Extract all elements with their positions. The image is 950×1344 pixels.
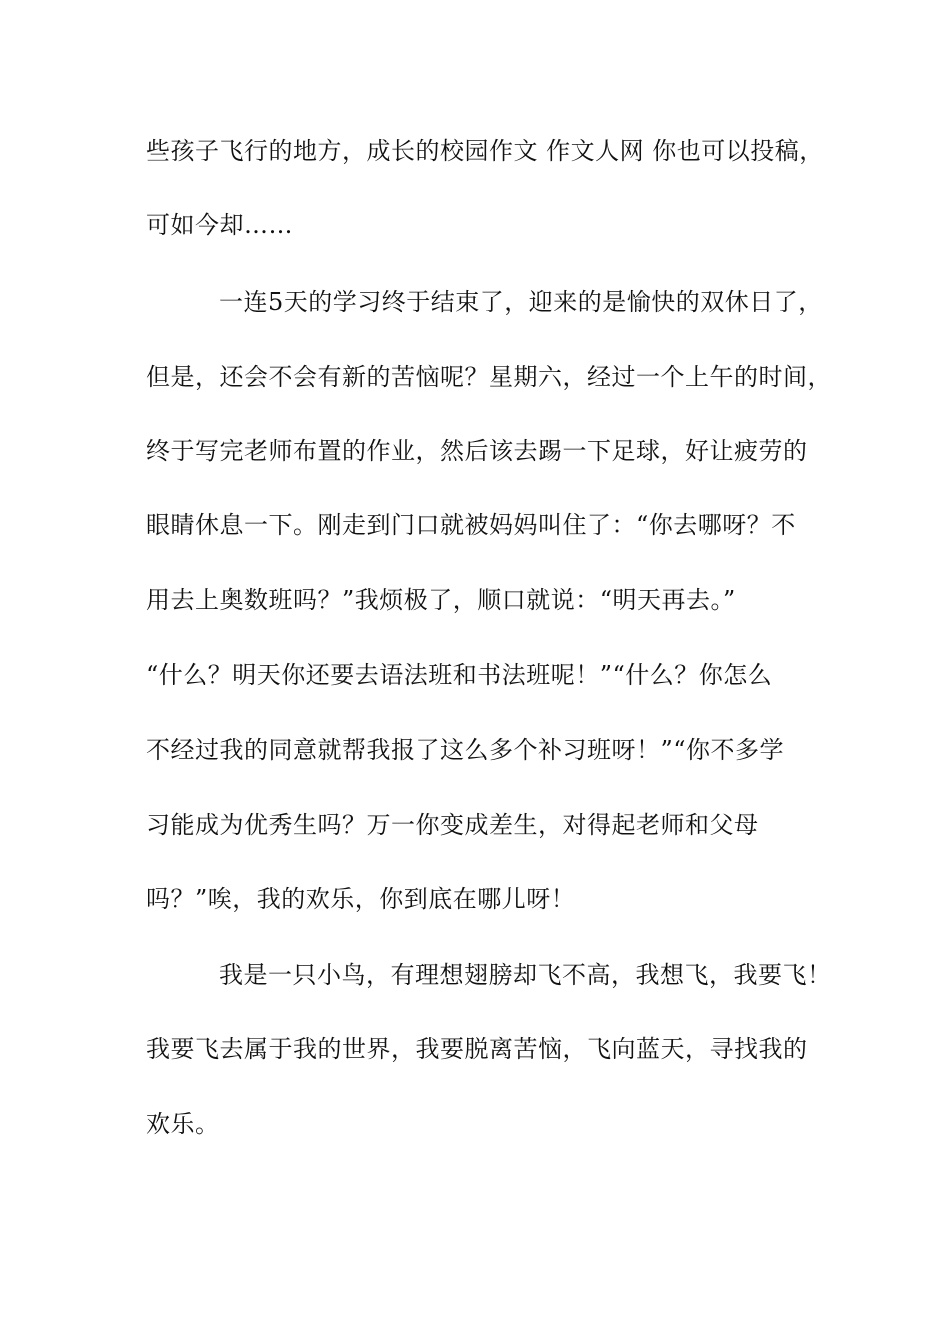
paragraph-line: 终于写完老师布置的作业，然后该去踢一下足球，好让疲劳的 bbox=[146, 437, 808, 465]
paragraph-line: 用去上奥数班吗？”我烦极了，顺口就说：“明天再去。” bbox=[146, 586, 736, 614]
paragraph-line: 习能成为优秀生吗？万一你变成差生，对得起老师和父母 bbox=[146, 811, 759, 839]
paragraph-line: 眼睛休息一下。刚走到门口就被妈妈叫住了：“你去哪呀？不 bbox=[146, 511, 796, 539]
paragraph-first-line: 一连5天的学习终于结束了，迎来的是愉快的双休日了， bbox=[219, 288, 823, 316]
paragraph-line: 可如今却…… bbox=[146, 211, 293, 239]
paragraph-line: “什么？明天你还要去语法班和书法班呢！”“什么？你怎么 bbox=[146, 661, 773, 689]
paragraph-first-line: 我是一只小鸟，有理想翅膀却飞不高，我想飞，我要飞！ bbox=[219, 961, 832, 989]
paragraph-line: 欢乐。 bbox=[146, 1110, 220, 1138]
paragraph-line: 我要飞去属于我的世界，我要脱离苦恼，飞向蓝天，寻找我的 bbox=[146, 1035, 808, 1063]
paragraph-line: 些孩子飞行的地方，成长的校园作文 作文人网 你也可以投稿， bbox=[146, 137, 824, 165]
paragraph-line: 不经过我的同意就帮我报了这么多个补习班呀！”“你不多学 bbox=[146, 736, 785, 764]
paragraph-line: 但是，还会不会有新的苦恼呢？星期六，经过一个上午的时间， bbox=[146, 363, 832, 391]
paragraph-line: 吗？”唉，我的欢乐，你到底在哪儿呀！ bbox=[146, 885, 576, 913]
